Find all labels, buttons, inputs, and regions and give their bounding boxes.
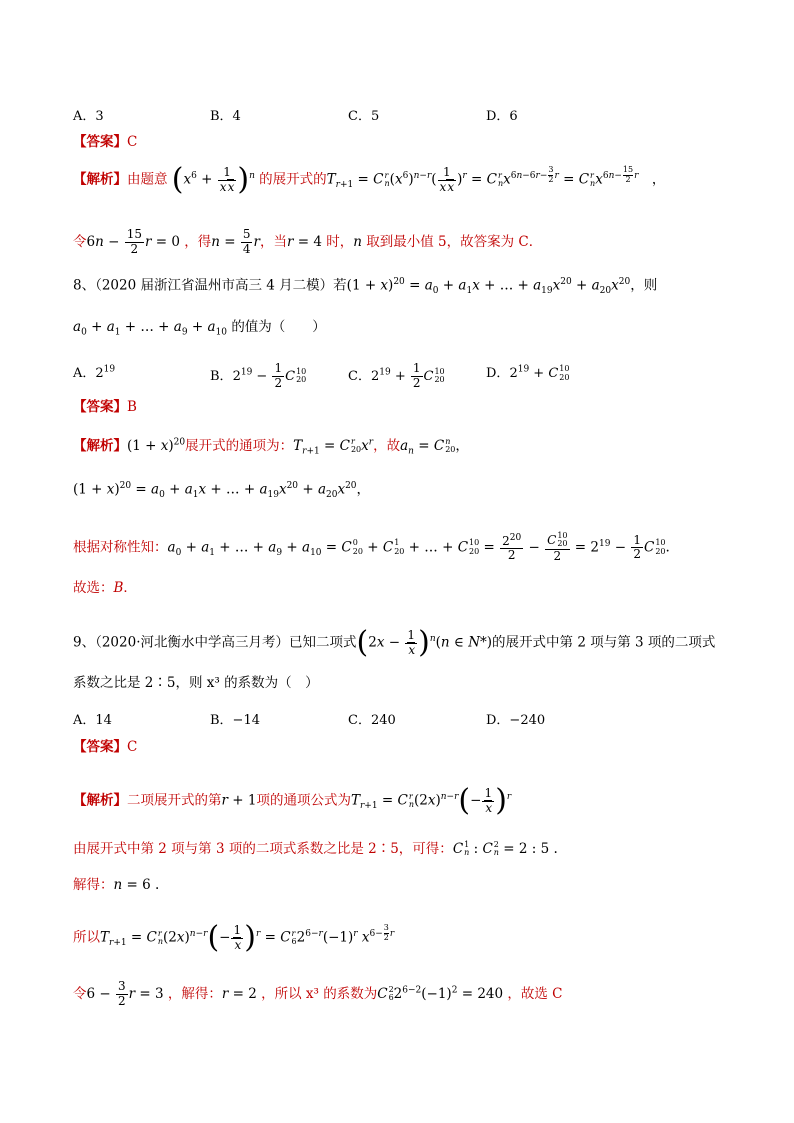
analysis-tag: 【解析】 <box>73 437 127 454</box>
q9-option-a: A．14 <box>73 713 112 728</box>
q7-option-a: A．3 <box>73 109 104 124</box>
q9-analysis-line3: 解得：n = 6 . <box>73 877 160 893</box>
analysis-text: 由展开式中第 2 项与第 3 项的二项式系数之比是 2∶5，可得： <box>73 840 453 857</box>
q7-analysis-line2: 令6n − $\frac{15}{2}$ r = 0 ，得n = $\frac{5}{4}$ r，当r = 4 时，n 取到最小值 5，故答案为 C． <box>73 227 543 256</box>
q9-stem-line1: 9、（2020·河北衡水中学高三月考）已知二项式(2x − $\frac{1}{x}$ )$^n$(n ∈ N*)的展开式中第 2 项与第 3 项的二项式 <box>73 625 716 660</box>
analysis-text: 项的通项公式为 <box>256 792 351 809</box>
analysis-text: 令 <box>73 233 87 250</box>
q9-analysis-line5: 令6 − $\frac{3}{2}$ r = 3 ，解得：r = 2 ，所以 x³ 的系数为C 2 6 $2^{6-2}(-1)^2 = 240$ ，故选 C <box>73 979 563 1008</box>
q8-analysis-line2: $(1 + x)^{20} = a_0 + a_1x$ + … + $a_{19}x^{20} + a_{20}x^{20}$， <box>73 481 371 501</box>
analysis-text: 根据对称性知： <box>73 539 168 556</box>
analysis-text: 解得： <box>73 877 114 893</box>
q7-option-b: B．4 <box>210 109 241 124</box>
analysis-text: 故选： <box>73 580 114 596</box>
analysis-text: ，解得： <box>167 985 222 1002</box>
q9-analysis-line2: 由展开式中第 2 项与第 3 项的二项式系数之比是 2∶5，可得：C 1 n : C 2 n = 2 : 5 . <box>73 840 558 858</box>
analysis-text: ，故选 C <box>507 985 563 1002</box>
analysis-text: 的展开式的 <box>259 171 327 188</box>
q9-option-c: C．240 <box>348 713 396 728</box>
q8-option-c: C．$2^{19}$ + $\frac{1}{2}$ C 10 20 <box>348 361 445 390</box>
analysis-tag: 【解析】 <box>73 171 127 188</box>
answer-value: C <box>127 739 138 755</box>
q9-stem-line2: 系数之比是 2∶5，则 x³ 的系数为（ ） <box>73 675 319 691</box>
q8-conclusion <box>73 582 137 596</box>
q8-option-a: A．$2^{19}$ <box>73 364 116 381</box>
analysis-text: ，得 <box>184 233 212 250</box>
analysis-text: B <box>113 580 124 596</box>
question-text: 的值为（ ） <box>231 319 326 335</box>
answer-tag: 【答案】 <box>73 134 127 150</box>
q7-option-d: D．6 <box>486 109 518 124</box>
q8-option-d: D．$2^{19} + C$ 10 20 <box>486 364 570 382</box>
answer-tag: 【答案】 <box>73 399 127 415</box>
analysis-text: 取到最小值 5，故答案为 C． <box>366 233 543 250</box>
analysis-text: 令 <box>73 985 87 1002</box>
answer-value: B <box>127 399 137 415</box>
q8-stem-line1: 8、（2020 届浙江省温州市高三 4 月二模）若$(1 + x)^{20} = a_0 + a_1x$ + … + $a_{19}x^{20} + a_{20}x^{20}$，则 <box>73 277 658 297</box>
q8-analysis-line1: 【解析】$(1 + x)^{20}$展开式的通项为：$T_{r+1} = C$ r 20 $x^r$，故$a_n = C$ n 20 ， <box>73 437 469 457</box>
q7-answer <box>73 136 137 150</box>
q8-stem-line2: $a_0 + a_1$ + … + $a_9 + a_{10}$ 的值为（ ） <box>73 319 326 338</box>
q8-option-b: B．$2^{19}$ − $\frac{1}{2}$ C 10 20 <box>210 361 307 390</box>
analysis-text: ，当 <box>259 233 287 250</box>
q9-option-d: D．−240 <box>486 713 546 728</box>
analysis-text: ． <box>123 580 137 596</box>
analysis-text: 由题意 <box>127 171 168 188</box>
analysis-text: 展开式的通项为： <box>185 437 294 454</box>
q8-answer <box>73 401 137 415</box>
question-text: 8、（2020 届浙江省温州市高三 4 月二模）若 <box>73 277 347 294</box>
q9-option-b: B．−14 <box>210 713 260 728</box>
q7-analysis-line1: 【解析】由题意 ($x^6$ + $\frac{1}{xx}$ )$^n$ 的展开式的$T_{r+1} = C$ r n $(x^6)^{n-r}$( $\frac{1}{xx}$ )$^r$ = C r n $x^{6n-6r- \frac{3}{2} r} = C$ r n $x^{6n- \frac{15}{2} r}$ ， <box>73 162 666 197</box>
q9-answer <box>73 741 137 755</box>
q9-analysis-line1: 【解析】二项展开式的第r + 1项的通项公式为$T_{r+1} = C$ r n $(2x)^{n-r}(-$ $\frac{1}{x}$ )$^r$ <box>73 783 512 818</box>
analysis-tag: 【解析】 <box>73 792 127 809</box>
analysis-text: 所以 <box>73 929 100 946</box>
question-text: 9、（2020·河北衡水中学高三月考）已知二项式 <box>73 634 357 651</box>
question-text: ，则 <box>630 277 658 294</box>
answer-tag: 【答案】 <box>73 739 127 755</box>
analysis-text: 二项展开式的第 <box>127 792 222 809</box>
question-text: 的展开式中第 2 项与第 3 项的二项式 <box>492 634 716 651</box>
q7-option-c: C．5 <box>348 109 380 124</box>
q8-analysis-line3: 根据对称性知：$a_0 + a_1$ + … + $a_9 + a_{10} = C$ 0 20 + C 1 20 + … + C 10 20 = $\frac{2^{20}}{2}$ − C 10 20 2 = $2^{19}$ − $\frac{1}{2}$ C 10 20 . <box>73 531 670 563</box>
analysis-text: ，故 <box>373 437 401 454</box>
analysis-text: 时， <box>326 233 354 250</box>
q9-analysis-line4: 所以$T_{r+1} = C$ r n $(2x)^{n-r}(-$ $\frac{1}{x}$ )$^r$ = C r 6 $2^{6-r}(-1)^r$ $x^{6- \frac{3}{2} r}$ <box>73 920 395 955</box>
analysis-text: ，所以 x³ 的系数为 <box>261 985 378 1002</box>
answer-value: C <box>127 134 138 150</box>
